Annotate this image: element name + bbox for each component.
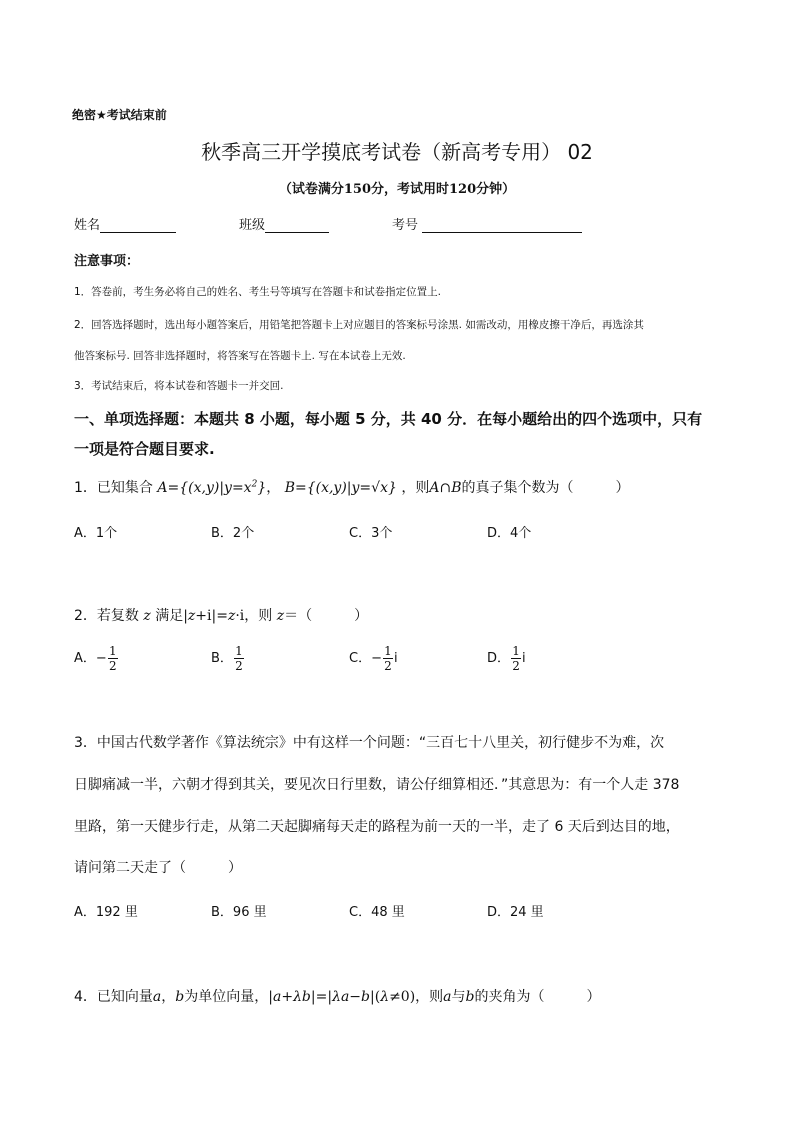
q4-vec-a: a	[152, 989, 162, 1005]
q4-question: 的夹角为（ ）	[474, 989, 601, 1005]
q4-prefix: 4．已知向量	[74, 989, 153, 1005]
q4-and: 与	[451, 989, 466, 1005]
question-1-stem	[74, 477, 630, 497]
section-heading-line-1: 一、单项选择题：本题共 8 小题，每小题 5 分，共 40 分．在每小题给出的四个选项中，只有	[74, 410, 703, 428]
note-2-line-2: 他答案标号. 回答非选择题时，将答案写在答题卡上. 写在本试卷上无效.	[74, 350, 406, 362]
q4-vec-a2: a	[443, 989, 452, 1005]
q2-option-c-label: C．	[349, 651, 372, 666]
q1-option-b[interactable]: B．2个	[211, 526, 255, 541]
q2-prefix: 2．若复数	[74, 608, 139, 624]
q1-intersection: A∩B	[429, 480, 462, 496]
confidential-mark: 绝密★考试结束前	[72, 108, 167, 122]
class-field	[239, 214, 329, 233]
q3-option-d[interactable]: D．24 里	[487, 905, 544, 920]
q4-mid: 为单位向量，	[184, 989, 269, 1005]
name-label: 姓名	[74, 218, 101, 233]
q4-then: ，则	[415, 989, 444, 1005]
page-title: 秋季高三开学摸底考试卷（新高考专用） 02	[201, 140, 593, 164]
exam-id-field	[392, 214, 582, 233]
q2-var-z: z	[138, 608, 156, 624]
q1-question: 的真子集个数为（ ）	[461, 480, 630, 496]
q3-line-3: 里路，第一天健步行走，从第二天起脚痛每天走的路程为前一天的一半，走了 6 天后到达目的地，	[74, 819, 680, 835]
q2-option-b-frac: $\frac{1}{2}$	[235, 644, 243, 673]
section-heading-line-2: 一项是符合题目要求.	[74, 440, 215, 458]
note-1: 1．答卷前，考生务必将自己的姓名、考生号等填写在答题卡和试卷指定位置上.	[74, 286, 442, 298]
q2-option-c[interactable]: C．− $\frac{1}{2}$ i	[349, 644, 398, 673]
q3-option-a[interactable]: A．192 里	[74, 905, 138, 920]
q1-set-a: $A=\{(x,y)|y=x^2\}$	[157, 479, 267, 496]
class-blank[interactable]	[265, 218, 329, 233]
q3-line-2: 日脚痛减一半，六朝才得到其关，要见次日行里数，请公仔细算相还．”其意思为：有一个人走 378	[74, 777, 680, 793]
exam-id-label: 考号	[392, 218, 419, 233]
q2-option-a[interactable]: A．− $\frac{1}{2}$	[74, 644, 117, 673]
q2-question: ＝（ ）	[284, 608, 369, 624]
q3-option-c[interactable]: C．48 里	[349, 905, 405, 920]
q1-option-d[interactable]: D．4个	[487, 526, 532, 541]
q2-option-d[interactable]: D． $\frac{1}{2}$ i	[487, 644, 526, 673]
q2-option-c-frac: $\frac{1}{2}$	[384, 644, 392, 673]
note-2-line-1: 2．回答选择题时，选出每小题答案后，用铅笔把答题卡上对应题目的答案标号涂黑. 如需改动，用橡皮擦干净后，再选涂其	[74, 319, 644, 331]
q1-option-c[interactable]: C．3个	[349, 526, 393, 541]
q2-option-b[interactable]	[211, 645, 245, 672]
q2-equation: |z+i|=z·i	[183, 608, 245, 624]
q2-option-a-label: A．	[74, 651, 96, 666]
q4-equation: |a+λb|=|λa−b|(λ≠0)	[268, 989, 416, 1005]
q2-option-a-frac: $\frac{1}{2}$	[108, 644, 117, 673]
q2-then: ，则	[244, 608, 273, 624]
q2-option-d-label: D．	[487, 651, 511, 666]
class-label: 班级	[239, 218, 266, 233]
q2-var-z2: z	[272, 608, 285, 624]
q3-line-1: 3．中国古代数学著作《算法统宗》中有这样一个问题：“三百七十八里关，初行健步不为难，次	[74, 735, 665, 751]
q1-option-a[interactable]: A．1个	[74, 526, 118, 541]
q4-sep: ，	[161, 989, 176, 1005]
q3-line-4: 请问第二天走了（ ）	[74, 860, 242, 876]
question-2-stem	[74, 605, 368, 625]
q2-mid: 满足	[155, 608, 184, 624]
name-field	[74, 214, 176, 233]
q2-option-d-frac: $\frac{1}{2}$	[512, 644, 520, 673]
q1-prefix: 1．已知集合	[74, 480, 153, 496]
question-4-stem	[74, 986, 601, 1006]
q2-option-b-label: B．	[211, 651, 233, 666]
q4-vec-b: b	[175, 989, 185, 1005]
q1-set-b: B={(x,y)|y=√x}	[284, 480, 397, 496]
exam-id-blank[interactable]	[422, 218, 582, 233]
name-blank[interactable]	[100, 218, 176, 233]
notes-heading: 注意事项：	[74, 254, 140, 269]
page-subtitle: （试卷满分150分，考试用时120分钟）	[278, 182, 516, 197]
q3-option-b[interactable]: B．96 里	[211, 905, 267, 920]
note-3: 3．考试结束后，将本试卷和答题卡一并交回.	[74, 380, 284, 392]
q4-vec-b2: b	[465, 989, 475, 1005]
q1-then: ，则	[401, 480, 430, 496]
q1-sep: ，	[266, 480, 281, 496]
